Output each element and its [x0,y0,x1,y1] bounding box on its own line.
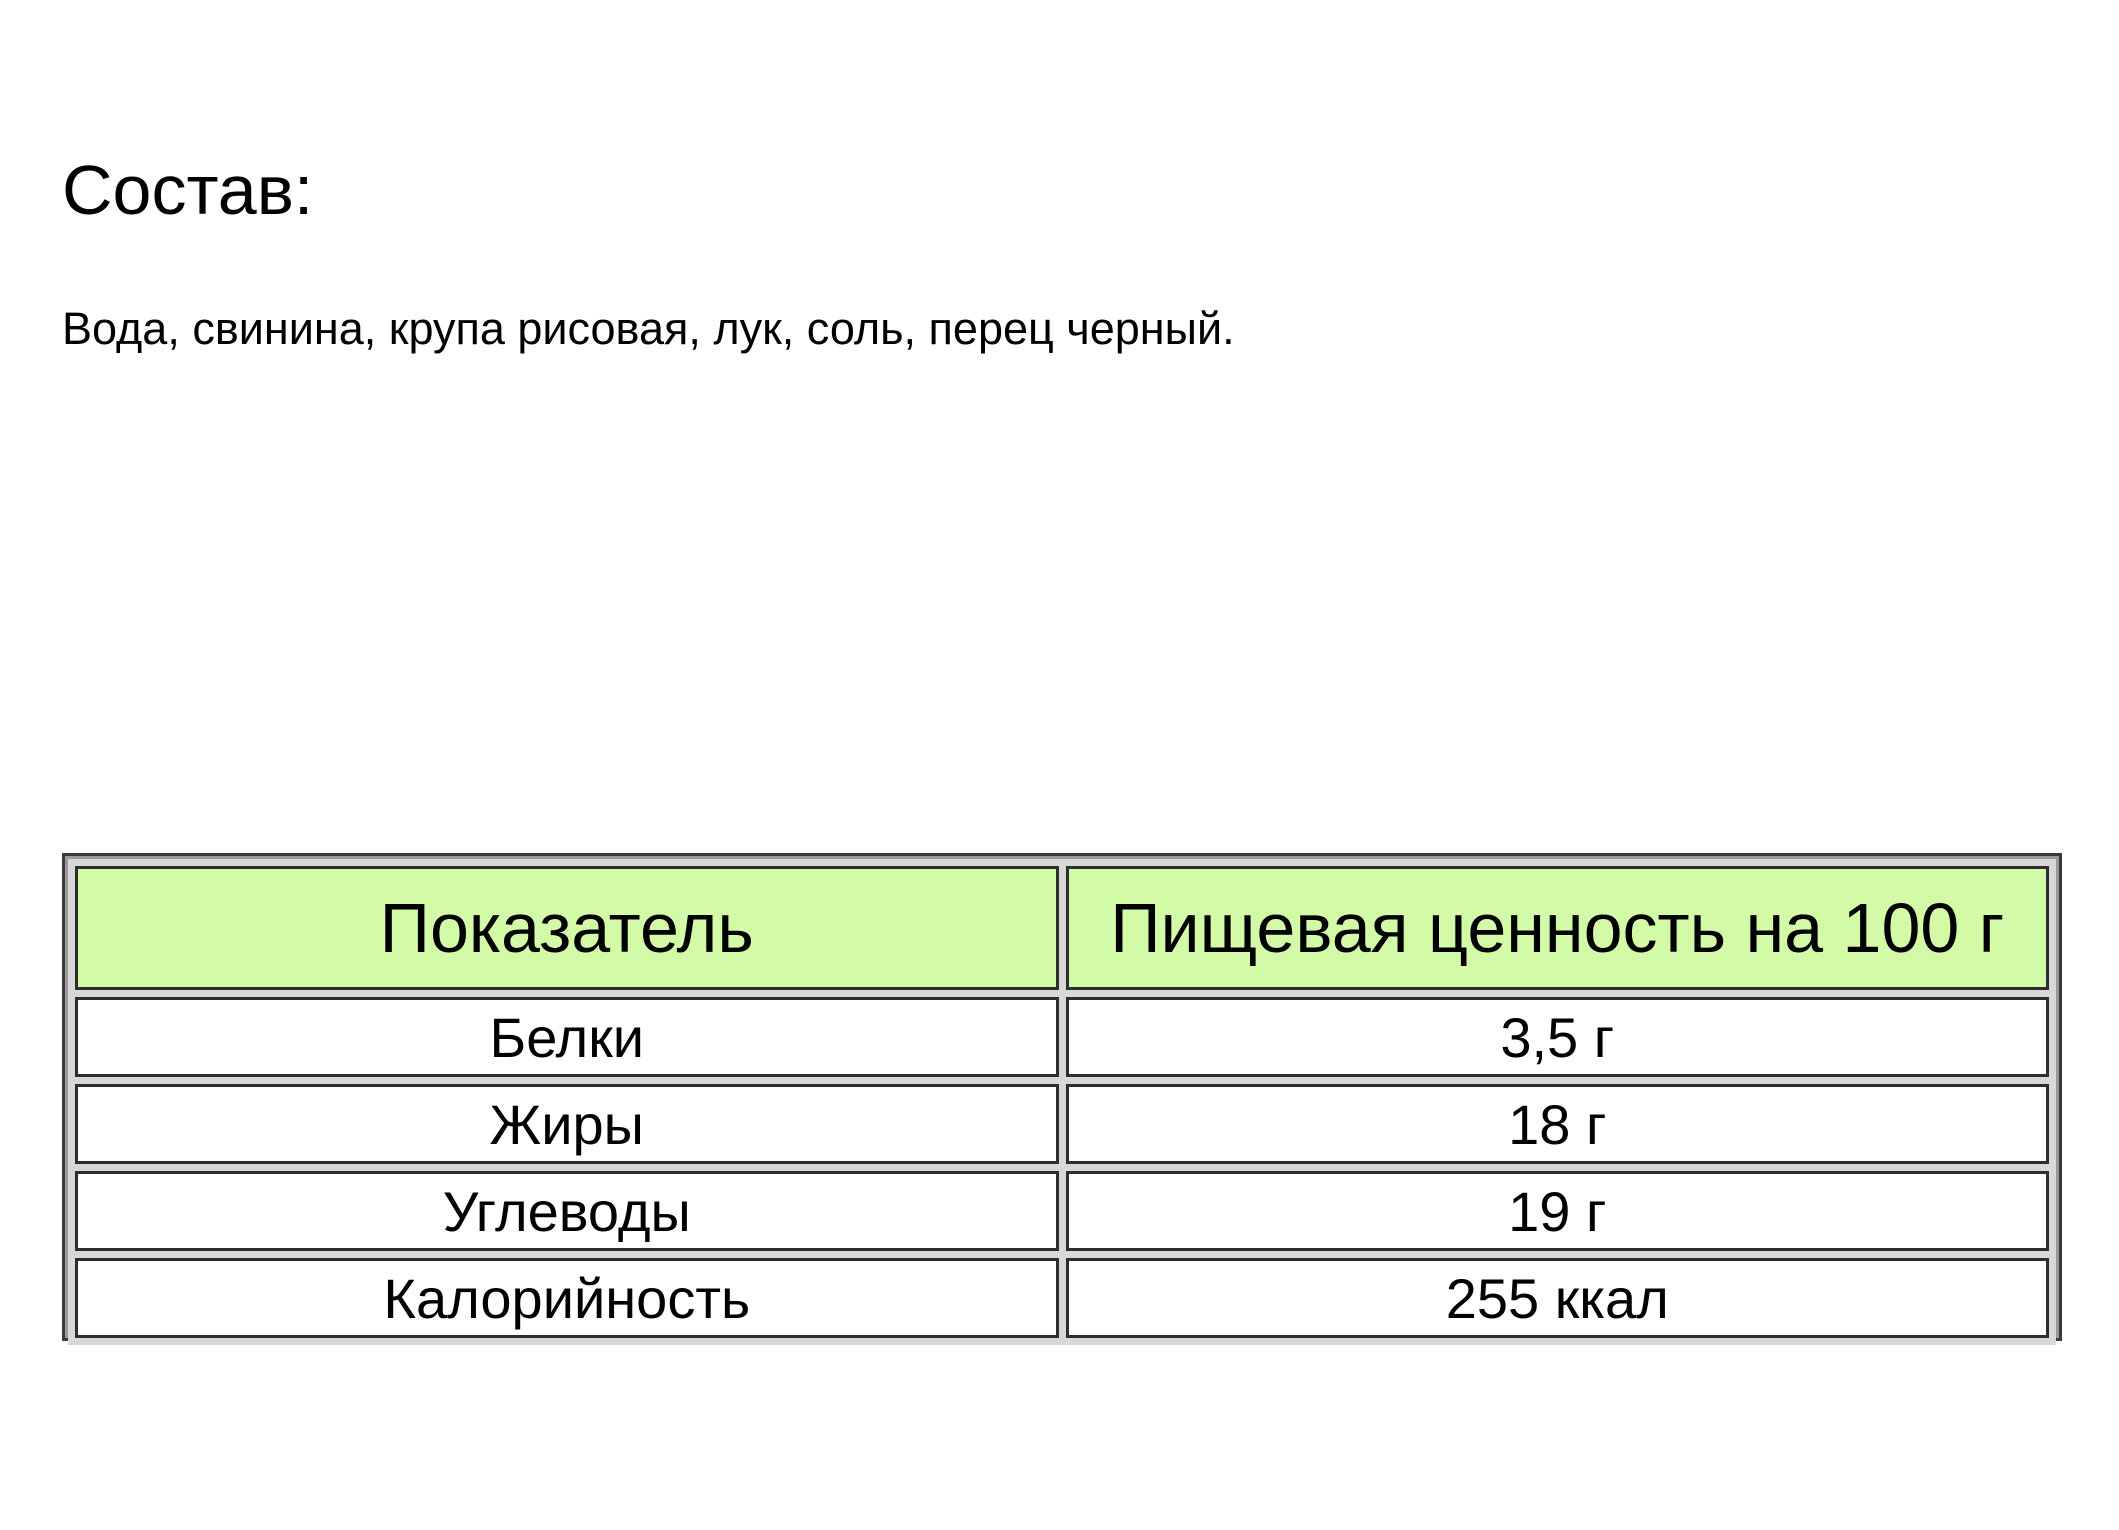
table-row [75,997,2049,1077]
row-value-carbs: 19 г [1066,1171,2050,1251]
nutrition-table-frame [62,853,2062,1341]
row-indicator-fat: Жиры [75,1084,1059,1164]
composition-heading: Состав: [62,151,314,229]
table-row [75,1084,2049,1164]
table-row [75,1171,2049,1251]
header-value: Пищевая ценность на 100 г [1066,866,2050,990]
header-indicator: Показатель [75,866,1059,990]
row-value-fat: 18 г [1066,1084,2050,1164]
nutrition-table [68,859,2056,1345]
row-value-calories: 255 ккал [1066,1258,2050,1338]
row-indicator-calories: Калорийность [75,1258,1059,1338]
ingredients-text: Вода, свинина, крупа рисовая, лук, соль, перец черный. [62,303,1235,354]
row-indicator-protein: Белки [75,997,1059,1077]
table-header-row [75,866,2049,990]
table-row [75,1258,2049,1338]
row-value-protein: 3,5 г [1066,997,2050,1077]
row-indicator-carbs: Углеводы [75,1171,1059,1251]
